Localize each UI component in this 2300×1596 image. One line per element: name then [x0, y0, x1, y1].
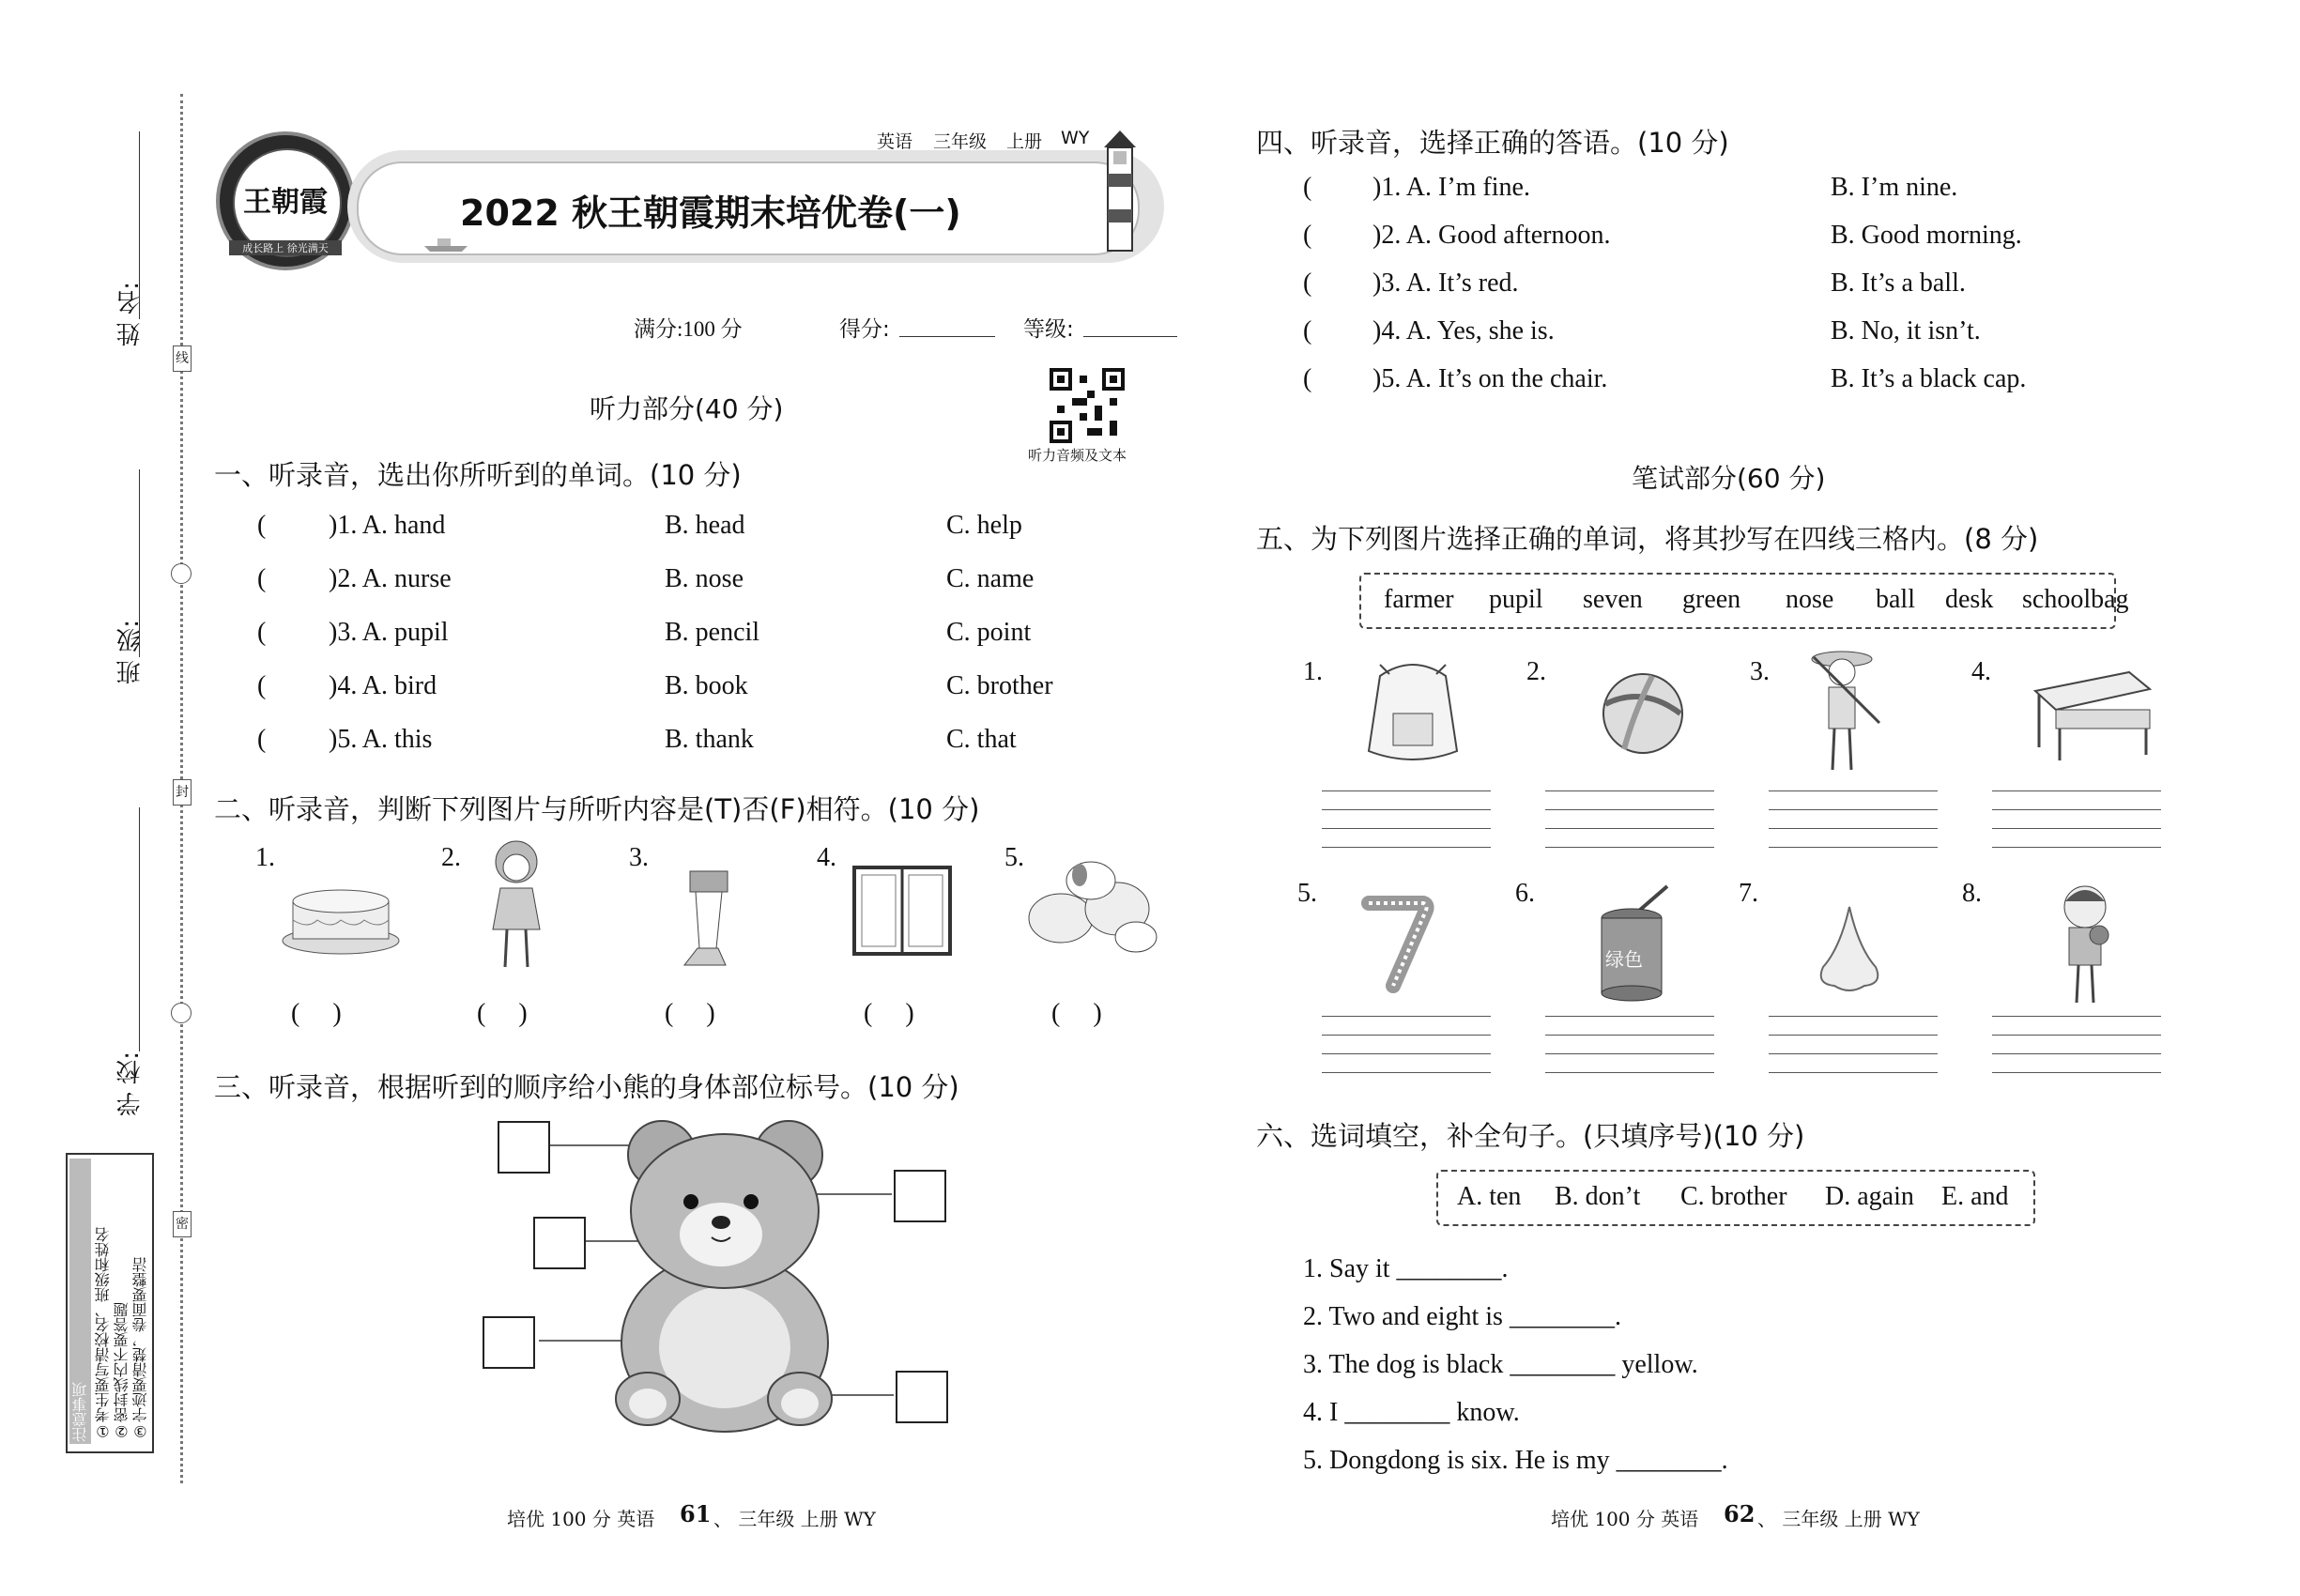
seal-tag-line: 线: [173, 345, 192, 372]
footer-right-page: 62: [1724, 1500, 1756, 1527]
footer-left-suffix: 、 三年级 上册 WY: [713, 1508, 876, 1530]
answer-paren[interactable]: (: [1303, 364, 1312, 393]
s1-option-a[interactable]: )1. A. hand: [329, 511, 446, 540]
s6-sentence-5[interactable]: 5. Dongdong is six. He is my ________.: [1303, 1446, 1728, 1475]
s4-option-b[interactable]: B. It’s a black cap.: [1831, 364, 2027, 393]
bear-label-box-1[interactable]: [498, 1121, 550, 1174]
s5-num: 1.: [1303, 657, 1323, 686]
school-label: 学 校:: [116, 1051, 145, 1117]
s2-answer-5[interactable]: ( ): [1051, 999, 1102, 1028]
option-bank-item: D. again: [1825, 1182, 1914, 1211]
score-field[interactable]: [899, 336, 995, 337]
binding-hole: [171, 1003, 192, 1023]
s4-option-b[interactable]: B. It’s a ball.: [1831, 269, 1966, 298]
nose-picture: [1812, 901, 1887, 995]
s4-option-b[interactable]: B. No, it isn’t.: [1831, 316, 1981, 345]
s5-num: 2.: [1526, 657, 1546, 686]
exam-title: 2022 秋王朝霞期末培优卷(一): [460, 192, 961, 234]
s6-sentence-4[interactable]: 4. I ________ know.: [1303, 1398, 1520, 1427]
word-bank-item: seven: [1583, 585, 1643, 614]
writing-lines-4[interactable]: [1992, 790, 2161, 849]
footer-left-page: 61: [680, 1500, 712, 1527]
bear-label-box-4[interactable]: [894, 1170, 946, 1222]
s5-num: 6.: [1515, 879, 1535, 908]
section-1-title: 一、听录音，选出你所听到的单词。(10 分): [214, 459, 742, 491]
seal-tag-seal: 封: [173, 779, 192, 806]
s2-answer-3[interactable]: ( ): [665, 999, 715, 1028]
writing-lines-1[interactable]: [1322, 790, 1491, 849]
option-bank-item: C. brother: [1680, 1182, 1787, 1211]
s2-num: 4.: [817, 843, 836, 872]
answer-paren[interactable]: (: [257, 564, 267, 593]
s4-option-a[interactable]: )5. A. It’s on the chair.: [1372, 364, 1608, 393]
s1-option-b[interactable]: B. pencil: [665, 618, 760, 647]
s5-num: 3.: [1750, 657, 1770, 686]
answer-paren[interactable]: (: [1303, 316, 1312, 345]
bear-label-box-2[interactable]: [533, 1217, 586, 1269]
s2-num: 2.: [441, 843, 461, 872]
s1-option-c[interactable]: C. name: [946, 564, 1035, 593]
footer-right-suffix: 、 三年级 上册 WY: [1757, 1508, 1920, 1530]
s2-num: 1.: [255, 843, 275, 872]
farmer-picture: [1795, 638, 1889, 779]
logo-badge: [216, 131, 355, 270]
lighthouse-icon: [1080, 127, 1164, 258]
s6-sentence-1[interactable]: 1. Say it ________.: [1303, 1254, 1509, 1283]
s1-option-c[interactable]: C. brother: [946, 671, 1053, 700]
volume-tag: 上册: [1006, 131, 1043, 152]
s5-num: 8.: [1962, 879, 1982, 908]
s1-option-a[interactable]: )3. A. pupil: [329, 618, 449, 647]
binding-hole: [171, 563, 192, 584]
writing-title: 笔试部分(60 分): [1632, 463, 1826, 494]
s1-option-b[interactable]: B. nose: [665, 564, 744, 593]
s4-option-a[interactable]: )1. A. I’m fine.: [1372, 173, 1530, 202]
footer-left-prefix: 培优 100 分 英语: [507, 1508, 655, 1530]
writing-lines-3[interactable]: [1769, 790, 1938, 849]
name-label: 姓 名:: [116, 282, 145, 347]
window-picture: [851, 864, 954, 958]
edition-tag: WY: [1061, 128, 1090, 148]
s2-answer-4[interactable]: ( ): [864, 999, 914, 1028]
logo-text: 王朝霞: [243, 186, 328, 219]
section-5-title: 五、为下列图片选择正确的单词，将其抄写在四线三格内。(8 分): [1256, 523, 2039, 555]
qr-code-icon[interactable]: [1050, 368, 1125, 443]
notice-2: ②密封线内不要答题: [113, 1302, 130, 1440]
bear-label-box-3[interactable]: [483, 1316, 535, 1369]
class-line: [139, 469, 140, 657]
option-bank-item: A. ten: [1457, 1182, 1522, 1211]
s1-option-c[interactable]: C. help: [946, 511, 1022, 540]
answer-paren[interactable]: (: [257, 725, 267, 754]
s4-option-a[interactable]: )3. A. It’s red.: [1372, 269, 1519, 298]
s4-option-a[interactable]: )4. A. Yes, she is.: [1372, 316, 1555, 345]
full-score: 满分:100 分: [634, 317, 743, 341]
section-3-title: 三、听录音，根据听到的顺序给小熊的身体部位标号。(10 分): [214, 1071, 959, 1103]
subject-tag: 英语: [877, 131, 913, 152]
notice-3: ③字迹要清楚，卷面要整洁: [131, 1257, 149, 1440]
s5-num: 4.: [1971, 657, 1991, 686]
answer-paren[interactable]: (: [1303, 221, 1312, 250]
word-bank-item: nose: [1786, 585, 1834, 614]
qr-caption: 听力音频及文本: [1028, 447, 1127, 464]
notice-title: 注意事项: [69, 1159, 91, 1444]
option-bank-item: E. and: [1941, 1182, 2009, 1211]
bear-label-box-5[interactable]: [896, 1371, 948, 1423]
logo-sub: 成长路上 徐光满天: [229, 240, 342, 255]
seven-picture: [1361, 892, 1436, 995]
word-bank-item: pupil: [1489, 585, 1543, 614]
listening-title: 听力部分(40 分): [590, 393, 784, 424]
s6-sentence-3[interactable]: 3. The dog is black ________ yellow.: [1303, 1350, 1698, 1379]
dogs-picture: [1023, 852, 1164, 956]
name-line: [139, 131, 140, 319]
writing-lines-8[interactable]: [1992, 1016, 2161, 1074]
ship-icon: [422, 235, 469, 253]
s1-option-b[interactable]: B. thank: [665, 725, 754, 754]
s5-num: 5.: [1297, 879, 1317, 908]
word-bank-item: desk: [1945, 585, 1994, 614]
desk-picture: [2026, 663, 2157, 766]
s2-num: 3.: [629, 843, 649, 872]
grade-field[interactable]: [1083, 336, 1177, 337]
writing-lines-7[interactable]: [1769, 1016, 1938, 1074]
s4-option-a[interactable]: )2. A. Good afternoon.: [1372, 221, 1611, 250]
option-bank-item: B. don’t: [1555, 1182, 1641, 1211]
s2-answer-2[interactable]: ( ): [477, 999, 528, 1028]
pupil-picture: [2043, 879, 2127, 1010]
s1-option-c[interactable]: C. point: [946, 618, 1032, 647]
s1-option-a[interactable]: )2. A. nurse: [329, 564, 452, 593]
answer-paren[interactable]: (: [257, 618, 267, 647]
paint-can-picture: [1592, 882, 1677, 1008]
s1-option-a[interactable]: )5. A. this: [329, 725, 433, 754]
cake-picture: [280, 873, 402, 958]
word-bank-item: schoolbag: [2022, 585, 2129, 614]
schoolbag-picture: [1352, 657, 1474, 770]
s1-option-c[interactable]: C. that: [946, 725, 1017, 754]
footer-right-prefix: 培优 100 分 英语: [1551, 1508, 1699, 1530]
notice-1: ①考生要写清校名、班级和姓名: [94, 1227, 112, 1440]
writing-lines-6[interactable]: [1545, 1016, 1714, 1074]
paint-can-icon: [1592, 882, 1677, 1005]
word-bank-item: ball: [1876, 585, 1915, 614]
s4-option-b[interactable]: B. I’m nine.: [1831, 173, 1958, 202]
s5-num: 7.: [1739, 879, 1758, 908]
section-2-title: 二、听录音，判断下列图片与所听内容是(T)否(F)相符。(10 分): [214, 793, 980, 825]
s2-num: 5.: [1004, 843, 1024, 872]
ball-picture: [1596, 667, 1690, 760]
word-bank: [1359, 573, 2129, 629]
section-6-title: 六、选词填空，补全句子。(只填序号)(10 分): [1256, 1120, 1805, 1152]
paint-label: 绿色: [1605, 948, 1643, 971]
school-line: [139, 807, 140, 1051]
s1-option-a[interactable]: )4. A. bird: [329, 671, 437, 700]
seal-tag-secret: 密: [173, 1211, 192, 1237]
option-bank: [1436, 1170, 2035, 1226]
girl-picture: [474, 836, 559, 976]
answer-paren[interactable]: (: [257, 511, 267, 540]
grade-label: 等级:: [1023, 317, 1074, 342]
class-label: 班 级:: [116, 620, 145, 685]
answer-paren[interactable]: (: [1303, 173, 1312, 202]
answer-paren[interactable]: (: [1303, 269, 1312, 298]
grade-tag: 三年级: [933, 131, 988, 152]
leg-picture: [671, 864, 746, 976]
s6-sentence-2[interactable]: 2. Two and eight is ________.: [1303, 1302, 1621, 1331]
s1-option-b[interactable]: B. book: [665, 671, 748, 700]
word-bank-item: farmer: [1384, 585, 1454, 614]
s1-option-b[interactable]: B. head: [665, 511, 745, 540]
answer-paren[interactable]: (: [257, 671, 267, 700]
notice-box: [66, 1153, 154, 1453]
score-label: 得分:: [839, 317, 890, 342]
s2-answer-1[interactable]: ( ): [291, 999, 342, 1028]
writing-lines-5[interactable]: [1322, 1016, 1491, 1074]
section-4-title: 四、听录音，选择正确的答语。(10 分): [1256, 127, 1729, 159]
writing-lines-2[interactable]: [1545, 790, 1714, 849]
s4-option-b[interactable]: B. Good morning.: [1831, 221, 2022, 250]
word-bank-item: green: [1682, 585, 1741, 614]
